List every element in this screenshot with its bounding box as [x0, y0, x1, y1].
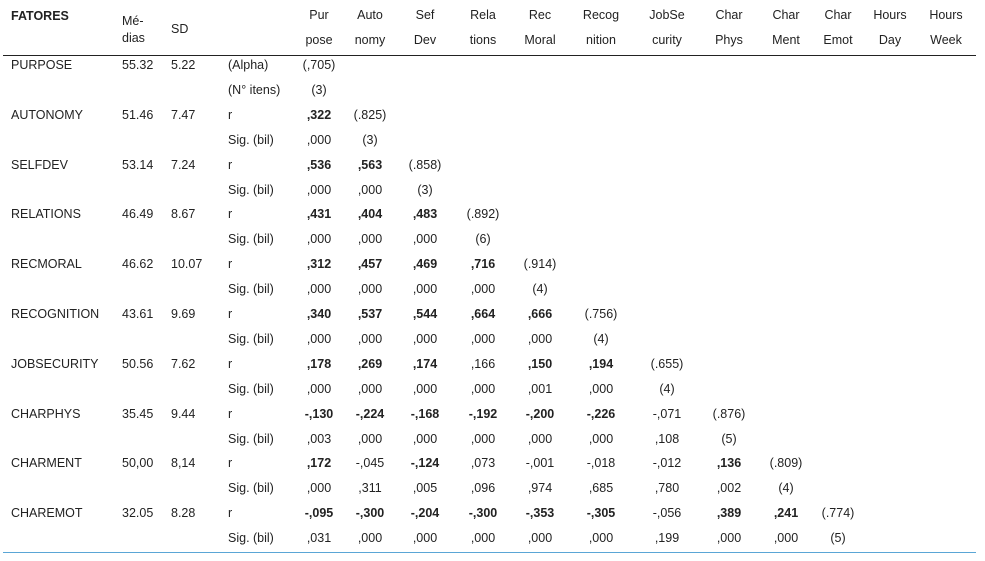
corr-value: (.756): [584, 307, 618, 321]
sig-value: ,000: [412, 531, 438, 546]
sig-value: ,000: [357, 182, 383, 197]
factor-label: CHARMENT: [11, 456, 82, 471]
stat-label-sig: Sig. (bil): [228, 332, 274, 346]
stat-label-r: r: [228, 406, 233, 421]
corr-value: ,312: [306, 257, 332, 272]
header-col-11-line2: Week: [930, 33, 962, 47]
sig-value: ,000: [716, 531, 742, 546]
corr-value: (.892): [466, 207, 500, 222]
corr-value: (.825): [353, 107, 387, 122]
header-col-5-line1: Recog: [582, 8, 620, 22]
sig-value: ,974: [527, 481, 553, 496]
stat-label-r: (Alpha): [228, 58, 269, 72]
corr-value: (,705): [302, 58, 336, 72]
mean-value: 43.61: [122, 307, 154, 321]
corr-value: (.876): [712, 406, 746, 421]
sig-value: ,000: [773, 531, 799, 546]
table-header: [0, 0, 985, 56]
sig-value: ,000: [306, 481, 332, 496]
corr-value: -,305: [586, 506, 616, 521]
header-col-5-line2: nition: [586, 33, 616, 47]
sd-value: 7.24: [171, 157, 196, 172]
sig-value: ,000: [527, 531, 553, 546]
sig-value: (4): [593, 332, 609, 346]
stat-label-r: r: [228, 506, 233, 521]
sig-value: ,000: [306, 182, 332, 197]
sd-value: 9.69: [171, 307, 196, 321]
corr-value: -,001: [525, 456, 555, 471]
factor-label: JOBSECURITY: [11, 356, 99, 371]
stat-label-sig: Sig. (bil): [228, 182, 274, 197]
corr-value: ,136: [716, 456, 742, 471]
corr-value: ,483: [412, 207, 438, 222]
sig-value: (5): [721, 431, 737, 446]
corr-value: ,431: [306, 207, 332, 222]
corr-value: -,204: [410, 506, 440, 521]
sig-value: ,096: [470, 481, 496, 496]
corr-value: ,537: [357, 307, 383, 321]
header-col-7-line2: Phys: [715, 33, 743, 47]
corr-value: ,174: [412, 356, 438, 371]
header-col-8-line1: Char: [772, 8, 800, 22]
sig-value: ,000: [412, 381, 438, 396]
header-col-10-line1: Hours: [873, 8, 907, 22]
sig-value: (4): [778, 481, 794, 496]
corr-value: -,353: [525, 506, 555, 521]
sig-value: (3): [311, 83, 327, 97]
sig-value: ,000: [306, 132, 332, 147]
mean-value: 55.32: [122, 58, 154, 72]
sig-value: ,000: [588, 381, 614, 396]
header-col-4-line1: Rec: [528, 8, 552, 22]
sig-value: ,000: [470, 332, 496, 346]
corr-value: ,457: [357, 257, 383, 272]
factor-label: AUTONOMY: [11, 107, 83, 122]
sig-value: ,000: [412, 282, 438, 297]
corr-value: ,563: [357, 157, 383, 172]
stat-label-r: r: [228, 257, 233, 272]
sig-value: ,000: [306, 332, 332, 346]
stat-label-sig: Sig. (bil): [228, 431, 274, 446]
sig-value: ,000: [527, 332, 553, 346]
sig-value: ,000: [470, 431, 496, 446]
sd-value: 10.07: [171, 257, 203, 272]
sig-value: ,000: [306, 232, 332, 247]
corr-value: ,150: [527, 356, 553, 371]
sig-value: ,000: [588, 531, 614, 546]
corr-value: -,095: [304, 506, 334, 521]
sig-value: ,685: [588, 481, 614, 496]
stat-label-r: r: [228, 107, 233, 122]
sig-value: ,000: [357, 431, 383, 446]
stat-label-r: r: [228, 307, 233, 321]
corr-value: ,322: [306, 107, 332, 122]
mean-value: 32.05: [122, 506, 154, 521]
factor-label: RECOGNITION: [11, 307, 100, 321]
header-col-8-line2: Ment: [772, 33, 800, 47]
stat-label-sig: Sig. (bil): [228, 531, 274, 546]
header-sd: SD: [171, 22, 189, 36]
sig-value: ,000: [306, 282, 332, 297]
header-col-6-line2: curity: [652, 33, 682, 47]
header-col-1-line1: Auto: [357, 8, 383, 22]
factor-label: RELATIONS: [11, 207, 81, 222]
sig-value: (6): [475, 232, 491, 247]
corr-value: -,300: [468, 506, 498, 521]
corr-value: -,300: [355, 506, 385, 521]
mean-value: 53.14: [122, 157, 154, 172]
sig-value: ,000: [527, 431, 553, 446]
sig-value: ,000: [306, 381, 332, 396]
stat-label-sig: Sig. (bil): [228, 132, 274, 147]
sd-value: 5.22: [171, 58, 196, 72]
header-col-7-line1: Char: [715, 8, 743, 22]
header-col-1-line2: nomy: [354, 33, 386, 47]
sig-value: ,000: [470, 282, 496, 297]
corr-value: -,124: [410, 456, 440, 471]
bottom-rule: [3, 552, 976, 553]
sig-value: ,000: [412, 332, 438, 346]
stat-label-r: r: [228, 207, 233, 222]
factor-label: PURPOSE: [11, 58, 73, 72]
sig-value: (3): [417, 182, 433, 197]
sig-value: (3): [362, 132, 378, 147]
header-medias-line2: dias: [122, 31, 145, 45]
sig-value: (4): [659, 381, 675, 396]
sig-value: ,000: [588, 431, 614, 446]
corr-value: ,178: [306, 356, 332, 371]
corr-value: ,166: [470, 356, 496, 371]
corr-value: ,544: [412, 307, 438, 321]
stat-label-sig: Sig. (bil): [228, 381, 274, 396]
corr-value: ,389: [716, 506, 742, 521]
corr-value: (.914): [523, 257, 557, 272]
header-col-0-line1: Pur: [309, 8, 329, 22]
sig-value: ,002: [716, 481, 742, 496]
factor-label: RECMORAL: [11, 257, 82, 272]
header-medias-line1: Mé-: [122, 14, 144, 28]
sig-value: ,108: [654, 431, 680, 446]
stat-label-r: r: [228, 157, 233, 172]
header-fatores: FATORES: [11, 9, 69, 23]
corr-value: (.774): [821, 506, 855, 521]
mean-value: 35.45: [122, 406, 154, 421]
corr-value: ,194: [588, 356, 614, 371]
corr-value: -,045: [355, 456, 385, 471]
sig-value: (5): [830, 531, 846, 546]
corr-value: -,012: [652, 456, 682, 471]
sig-value: ,003: [306, 431, 332, 446]
corr-value: (.809): [769, 456, 803, 471]
sig-value: ,000: [357, 232, 383, 247]
corr-value: (.858): [408, 157, 442, 172]
corr-value: ,664: [470, 307, 496, 321]
stat-label-sig: Sig. (bil): [228, 232, 274, 247]
header-col-3-line2: tions: [469, 33, 497, 47]
stat-label-sig: Sig. (bil): [228, 481, 274, 496]
mean-value: 50,00: [122, 456, 154, 471]
header-col-9-line1: Char: [824, 8, 852, 22]
sig-value: (4): [532, 282, 548, 297]
corr-value: -,200: [525, 406, 555, 421]
sig-value: ,000: [357, 381, 383, 396]
sig-value: ,000: [412, 431, 438, 446]
sig-value: ,031: [306, 531, 332, 546]
header-col-3-line1: Rela: [470, 8, 496, 22]
sd-value: 9.44: [171, 406, 196, 421]
sd-value: 8.28: [171, 506, 196, 521]
corr-value: -,226: [586, 406, 616, 421]
header-col-6-line1: JobSe: [649, 8, 685, 22]
corr-value: (.655): [650, 356, 684, 371]
header-col-4-line2: Moral: [524, 33, 556, 47]
corr-value: -,018: [586, 456, 616, 471]
corr-value: ,666: [527, 307, 553, 321]
sig-value: ,199: [654, 531, 680, 546]
stat-label-r: r: [228, 356, 233, 371]
corr-value: ,536: [306, 157, 332, 172]
mean-value: 46.49: [122, 207, 154, 222]
corr-value: ,716: [470, 257, 496, 272]
corr-value: -,056: [652, 506, 682, 521]
sd-value: 8.67: [171, 207, 196, 222]
sig-value: ,000: [357, 332, 383, 346]
corr-value: ,340: [306, 307, 332, 321]
corr-value: ,241: [773, 506, 799, 521]
corr-value: ,172: [306, 456, 332, 471]
sig-value: ,000: [470, 381, 496, 396]
sig-value: ,005: [412, 481, 438, 496]
corr-value: ,269: [357, 356, 383, 371]
header-col-2-line1: Sef: [415, 8, 435, 22]
sig-value: ,311: [358, 481, 382, 496]
corr-value: -,224: [355, 406, 385, 421]
sd-value: 7.62: [171, 356, 196, 371]
header-col-0-line2: pose: [305, 33, 333, 47]
corr-value: -,168: [410, 406, 440, 421]
corr-value: ,404: [357, 207, 383, 222]
factor-label: SELFDEV: [11, 157, 68, 172]
header-col-10-line2: Day: [878, 33, 902, 47]
corr-value: -,192: [468, 406, 498, 421]
sig-value: ,000: [357, 531, 383, 546]
factor-label: CHARPHYS: [11, 406, 81, 421]
header-col-9-line2: Emot: [823, 33, 853, 47]
corr-value: ,073: [470, 456, 496, 471]
sig-value: ,001: [527, 381, 553, 396]
sd-value: 8,14: [171, 456, 196, 471]
header-col-11-line1: Hours: [929, 8, 963, 22]
sig-value: ,000: [357, 282, 383, 297]
sd-value: 7.47: [171, 107, 196, 122]
corr-value: ,469: [412, 257, 438, 272]
header-rule: [3, 55, 976, 56]
stat-label-sig: (N° itens): [228, 83, 281, 97]
factor-label: CHAREMOT: [11, 506, 83, 521]
corr-value: -,130: [304, 406, 334, 421]
stat-label-sig: Sig. (bil): [228, 282, 274, 297]
sig-value: ,780: [654, 481, 680, 496]
corr-value: -,071: [652, 406, 682, 421]
mean-value: 50.56: [122, 356, 154, 371]
mean-value: 46.62: [122, 257, 154, 272]
stat-label-r: r: [228, 456, 233, 471]
sig-value: ,000: [412, 232, 438, 247]
mean-value: 51.46: [122, 107, 154, 122]
header-col-2-line2: Dev: [413, 33, 437, 47]
sig-value: ,000: [470, 531, 496, 546]
